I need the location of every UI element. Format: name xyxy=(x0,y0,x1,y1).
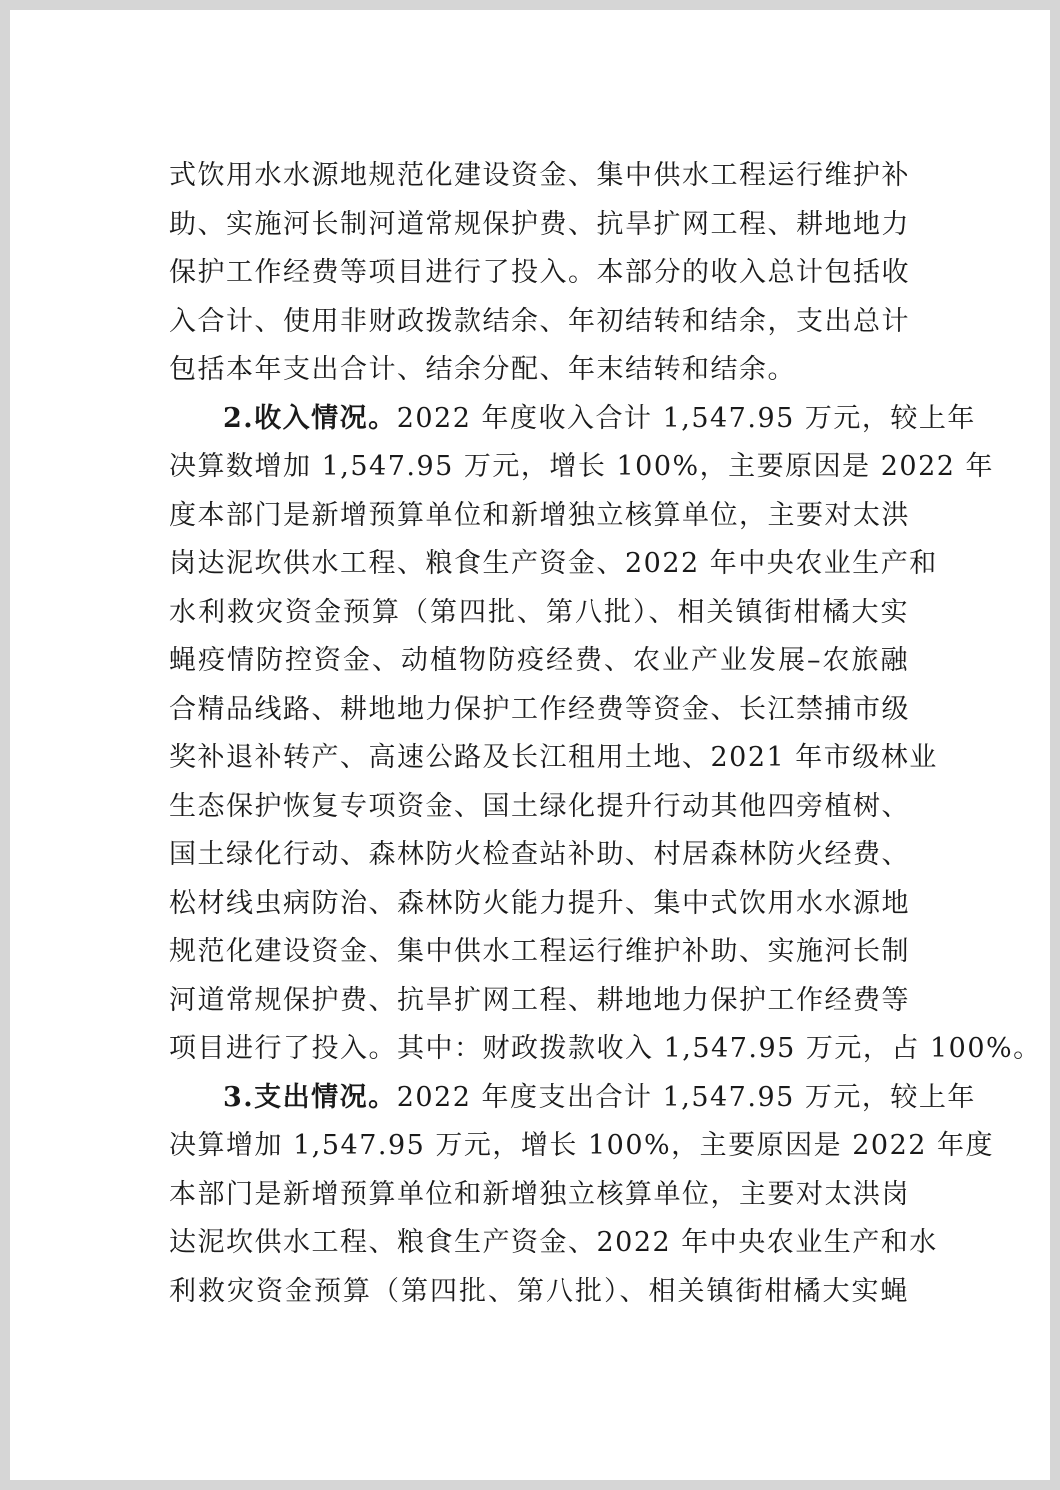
text-line: 水利救灾资金预算（第四批、第八批）、相关镇街柑橘大实 xyxy=(169,596,909,628)
text-line: 规范化建设资金、集中供水工程运行维护补助、实施河长制 xyxy=(169,936,910,967)
text-line: 利救灾资金预算（第四批、第八批）、相关镇街柑橘大实蝇 xyxy=(169,1275,909,1307)
text-line: 式饮用水水源地规范化建设资金、集中供水工程运行维护补 xyxy=(169,160,910,191)
text-line: 合精品线路、耕地地力保护工作经费等资金、长江禁捕市级 xyxy=(169,693,910,725)
text-line: 奖补退补转产、高速公路及长江租用土地、2021 年市级林业 xyxy=(169,742,938,773)
body-text xyxy=(169,152,1042,1316)
income-first-line: 2022 年度收入合计 1,547.95 万元，较上年 xyxy=(396,402,976,434)
paragraph-1 xyxy=(169,152,909,395)
text-line: 生态保护恢复专项资金、国土绿化提升行动其他四旁植树、 xyxy=(169,790,910,822)
paragraph-expenditure xyxy=(169,1074,995,1317)
text-line: 入合计、使用非财政拨款结余、年初结转和结余，支出总计 xyxy=(169,305,910,337)
text-line xyxy=(169,395,976,444)
text-line: 保护工作经费等项目进行了投入。本部分的收入总计包括收 xyxy=(169,257,910,288)
document-page xyxy=(10,10,1050,1480)
text-line: 达泥坎供水工程、粮食生产资金、2022 年中央农业生产和水 xyxy=(169,1227,938,1258)
text-line: 包括本年支出合计、结余分配、年末结转和结余。 xyxy=(169,354,796,385)
text-line: 项目进行了投入。其中：财政拨款收入 1,547.95 万元，占 100%。 xyxy=(169,1033,1042,1064)
text-line xyxy=(169,1074,976,1123)
text-line: 本部门是新增预算单位和新增独立核算单位，主要对太洪岗 xyxy=(169,1178,910,1210)
text-line: 度本部门是新增预算单位和新增独立核算单位，主要对太洪 xyxy=(169,499,910,531)
income-heading: 2.收入情况。 xyxy=(223,402,397,434)
text-line: 蝇疫情防控资金、动植物防疫经费、农业产业发展–农旅融 xyxy=(169,645,909,676)
text-line: 国土绿化行动、森林防火检查站补助、村居森林防火经费、 xyxy=(169,839,910,870)
text-line: 决算数增加 1,547.95 万元，增长 100%，主要原因是 2022 年 xyxy=(169,451,995,482)
text-line: 松材线虫病防治、森林防火能力提升、集中式饮用水水源地 xyxy=(169,887,910,919)
text-line: 岗达泥坎供水工程、粮食生产资金、2022 年中央农业生产和 xyxy=(169,548,938,579)
text-line: 助、实施河长制河道常规保护费、抗旱扩网工程、耕地地力 xyxy=(169,208,910,240)
paragraph-income xyxy=(169,395,1042,1074)
text-line: 河道常规保护费、抗旱扩网工程、耕地地力保护工作经费等 xyxy=(169,984,910,1016)
text-line: 决算增加 1,547.95 万元，增长 100%，主要原因是 2022 年度 xyxy=(169,1130,995,1161)
expenditure-heading: 3.支出情况。 xyxy=(223,1081,397,1113)
expenditure-first-line: 2022 年度支出合计 1,547.95 万元，较上年 xyxy=(396,1081,976,1113)
